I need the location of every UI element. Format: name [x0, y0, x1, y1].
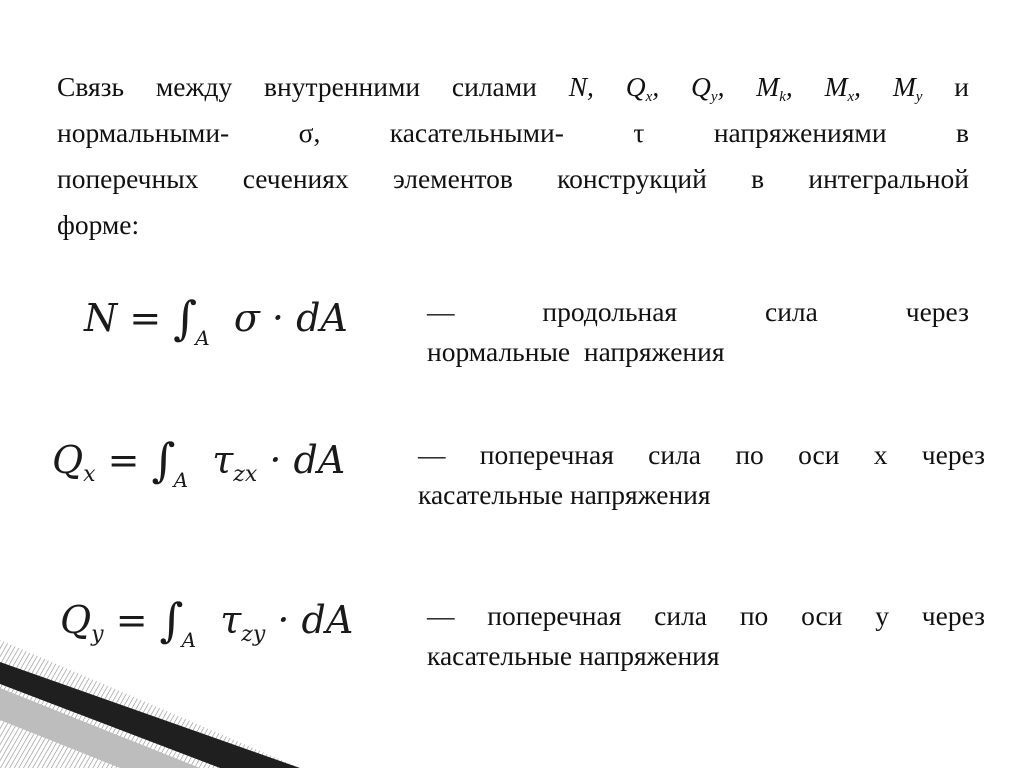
desc-word: y [875, 600, 889, 631]
formula-tail: · dA [269, 438, 346, 482]
desc-word: поперечная [479, 439, 614, 470]
formula-integrand: τ [212, 438, 234, 482]
desc-word: поперечная [487, 600, 622, 631]
formula-qy-description [427, 596, 985, 676]
symbol-n: N, [568, 71, 594, 102]
intro-word: силами [451, 71, 537, 102]
desc-word: сила [654, 600, 708, 631]
formula-equals: = [115, 598, 148, 642]
intro-word: и [954, 71, 969, 102]
formula-integrand: τ [220, 598, 242, 642]
desc-word: оси [801, 600, 843, 631]
desc-word: оси [798, 439, 840, 470]
intro-line-3 [57, 156, 969, 202]
formula-equals: = [129, 296, 162, 340]
desc-word: — [427, 296, 455, 327]
desc-line-2: нормальные напряжения [427, 336, 725, 367]
symbol-my: $M_y$ [892, 71, 923, 105]
intro-word: сечениях [242, 163, 349, 194]
intro-word: в [955, 117, 969, 148]
intro-line-1 [57, 64, 969, 110]
intro-word: в [751, 163, 765, 194]
formula-tail: · dA [277, 598, 354, 642]
decorative-stripes [0, 640, 300, 768]
intro-word: конструкций [557, 163, 707, 194]
formula-lhs: Q [52, 438, 84, 482]
integral-sign: ∫ [151, 433, 176, 487]
intro-word: нормальными- [57, 117, 230, 148]
intro-word: поперечных [57, 163, 199, 194]
desc-word: — [418, 439, 446, 470]
symbol-qy: $Q_y$, [691, 71, 725, 105]
intro-line-4 [57, 202, 969, 248]
intro-word: форме: [57, 209, 140, 240]
intro-word: Связь [57, 71, 125, 102]
intro-paragraph [57, 64, 969, 248]
desc-line-2: касательные напряжения [418, 479, 711, 510]
desc-word: сила [764, 296, 818, 327]
integral-sign: ∫ [173, 291, 198, 345]
desc-line-2: касательные напряжения [427, 640, 720, 671]
formula-qx-description [418, 435, 985, 515]
intro-line-2 [57, 110, 969, 156]
formula-integrand-subscript: zx [233, 462, 258, 487]
intro-word: σ, [298, 117, 321, 148]
intro-word: касательными- [389, 117, 564, 148]
formula-lhs-subscript: x [83, 462, 96, 487]
integral-limit: A [195, 326, 210, 350]
symbol-mx: $M_x$, [824, 71, 862, 105]
intro-word: τ [633, 117, 645, 148]
desc-word: по [739, 600, 769, 631]
symbol-qx: $Q_x$, [625, 71, 660, 105]
desc-word: продольная [542, 296, 678, 327]
formula-integrand-subscript: zy [241, 622, 266, 647]
integral-sign: ∫ [159, 593, 184, 647]
formula-integrand: σ [233, 296, 260, 340]
intro-word: элементов [392, 163, 513, 194]
desc-word: — [427, 600, 455, 631]
formula-equals: = [107, 438, 140, 482]
desc-word: через [905, 296, 969, 327]
formula-qy [60, 590, 354, 652]
formula-n [84, 288, 348, 350]
formula-qx [52, 430, 346, 492]
integral-limit: A [173, 468, 189, 492]
desc-word: через [921, 600, 985, 631]
desc-word: сила [648, 439, 702, 470]
desc-word: по [735, 439, 764, 470]
intro-word: интегральной [808, 163, 969, 194]
integral-limit: A [181, 628, 197, 652]
formula-lhs: N [84, 296, 118, 340]
intro-word: напряжениями [713, 117, 887, 148]
intro-word: между [155, 71, 233, 102]
desc-word: через [921, 439, 985, 470]
formula-tail: · dA [271, 296, 348, 340]
formula-lhs-subscript: y [91, 622, 104, 647]
formula-n-description [427, 292, 969, 372]
symbol-mk: $M_k$, [756, 71, 793, 105]
intro-word: внутренними [264, 71, 421, 102]
formula-lhs: Q [60, 598, 92, 642]
desc-word: x [873, 439, 888, 470]
